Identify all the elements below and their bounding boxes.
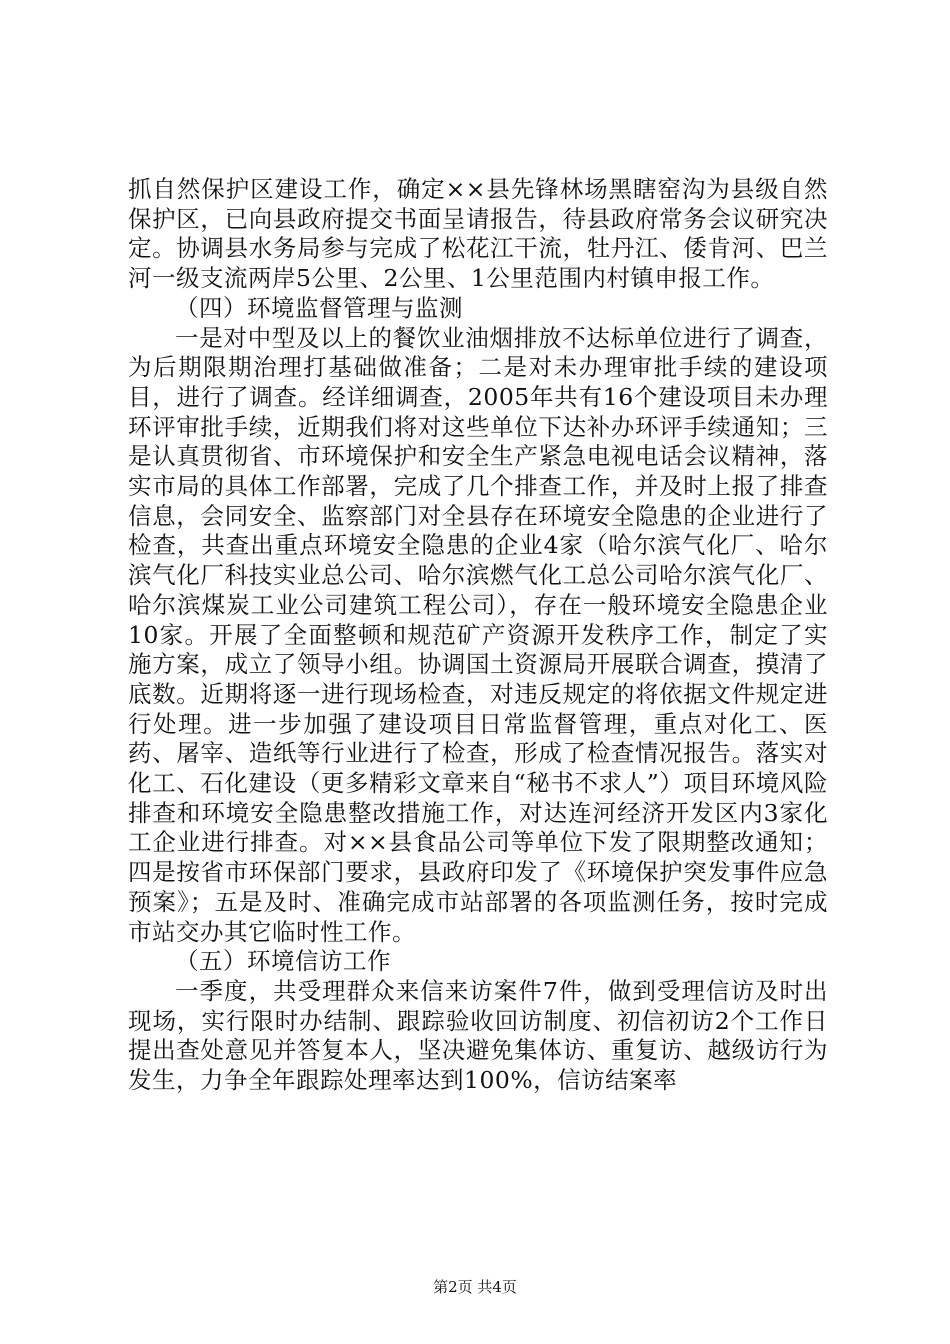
paragraph-nature-reserve: 抓自然保护区建设工作，确定××县先锋林场黑瞎窑沟为县级自然保护区，已向县政府提交书面呈请报告，待县政府常务会议研究决定。协调县水务局参与完成了松花江干流，牡丹江、倭肯河、巴兰河一级支流两岸5公里、2公里、1公里范围内村镇申报工作。 bbox=[128, 175, 828, 293]
paragraph-supervision: 一是对中型及以上的餐饮业油烟排放不达标单位进行了调查，为后期限期治理打基础做准备；二是对未办理审批手续的建设项目，进行了调查。经详细调查，2005年共有16个建设项目未办理环评审批手续，近期我们将对这些单位下达补办环评手续通知；三是认真贯彻省、市环境保护和安全生产紧急电视电话会议精神，落实市局的具体工作部署，完成了几个排查工作，并及时上报了排查信息，会同安全、监察部门对全县存在环境安全隐患的企业进行了检查，共查出重点环境安全隐患的企业4家（哈尔滨气化厂、哈尔滨气化厂科技实业总公司、哈尔滨燃气化工总公司哈尔滨气化厂、哈尔滨煤炭工业公司建筑工程公司），存在一般环境安全隐患企业10家。开展了全面整顿和规范矿产资源开发秩序工作，制定了实施方案，成立了领导小组。协调国土资源局开展联合调查，摸清了底数。近期将逐一进行现场检查，对违反规定的将依据文件规定进行处理。进一步加强了建设项目日常监督管理，重点对化工、医药、屠宰、造纸等行业进行了检查，形成了检查情况报告。落实对化工、石化建设（更多精彩文章来自“秘书不求人”）项目环境风险排查和环境安全隐患整改措施工作，对达连河经济开发区内3家化工企业进行排查。对××县食品公司等单位下发了限期整改通知；四是按省市环保部门要求，县政府印发了《环境保护突发事件应急预案》；五是及时、准确完成市站部署的各项监测任务，按时完成市站交办其它临时性工作。 bbox=[128, 323, 828, 946]
section-heading-petition: （五）环境信访工作 bbox=[175, 947, 391, 976]
page-number-footer: 第2页 共4页 bbox=[433, 1278, 517, 1296]
document-body bbox=[128, 175, 828, 1096]
paragraph-petition: 一季度，共受理群众来信来访案件7件，做到受理信访及时出现场，实行限时办结制、跟踪验收回访制度、初信初访2个工作日提出查处意见并答复本人，坚决避免集体访、重复访、越级访行为发生，力争全年跟踪处理率达到100%，信访结案率 bbox=[128, 976, 828, 1095]
section-heading-supervision: （四）环境监督管理与监测 bbox=[175, 293, 463, 322]
